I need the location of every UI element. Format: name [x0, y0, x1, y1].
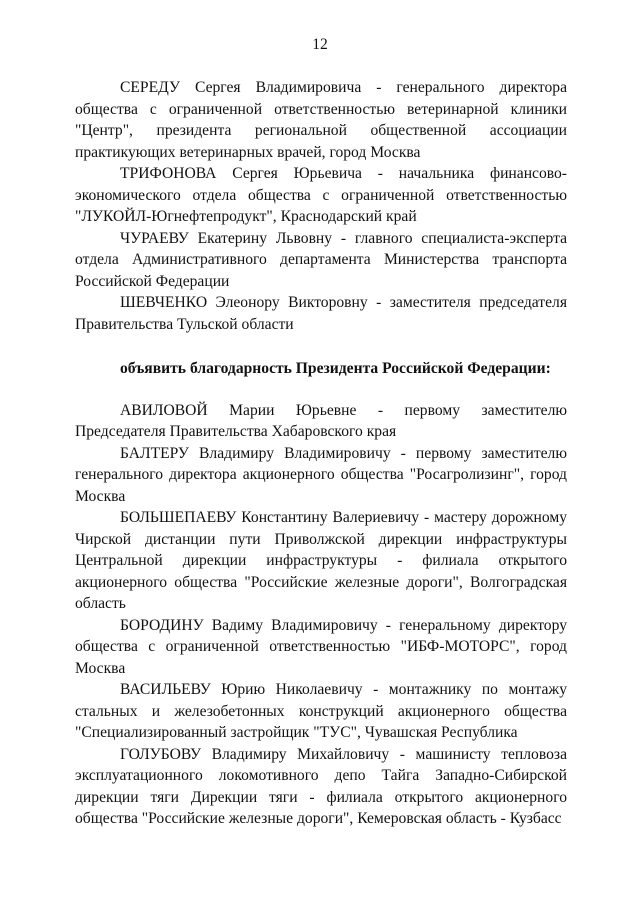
award-entry-sereda: СЕРЕДУ Сергея Владимировича - генерального директора общества с ограниченной ответственностью ветеринарной клиники "Центр", президента региональной общественной ассоциации практикующих ветеринарных врачей, город Москва	[75, 79, 567, 161]
gratitude-entry-avilova: АВИЛОВОЙ Марии Юрьевне - первому заместителю Председателя Правительства Хабаровского края	[75, 401, 567, 440]
gratitude-entry-golubov: ГОЛУБОВУ Владимиру Михайловичу - машинисту тепловоза эксплуатационного локомотивного депо Тайга Западно-Сибирской дирекции тяги Дирекции тяги - филиала открытого акционерного общества "Российские железные дороги", Кемеровская область - Кузбасс	[75, 745, 567, 827]
gratitude-entry-balter: БАЛТЕРУ Владимиру Владимировичу - первому заместителю генерального директора акционерного общества "Росагролизинг", город Москва	[75, 444, 567, 505]
award-entry-shevchenko: ШЕВЧЕНКО Элеонору Викторовну - заместителя председателя Правительства Тульской области	[75, 294, 567, 333]
award-entry-trifonov: ТРИФОНОВА Сергея Юрьевича - начальника финансово-экономического отдела общества с ограниченной ответственностью "ЛУКОЙЛ-Югнефтепродукт", Краснодарский край	[75, 165, 567, 225]
gratitude-entry-vasilyev: ВАСИЛЬЕВУ Юрию Николаевичу - монтажнику по монтажу стальных и железобетонных конструкций акционерного общества "Специализированный застройщик "ТУС", Чувашская Республика	[75, 681, 567, 741]
award-entry-churaeva: ЧУРАЕВУ Екатерину Львовну - главного специалиста-эксперта отдела Административного департамента Министерства транспорта Российской Федерации	[75, 229, 567, 290]
gratitude-entry-borodin: БОРОДИНУ Вадиму Владимировичу - генеральному директору общества с ограниченной ответственностью "ИБФ-МОТОРС", город Москва	[75, 616, 567, 677]
document-body	[75, 77, 567, 830]
page-number: 12	[312, 36, 328, 53]
section-heading: объявить благодарность Президента Российской Федерации:	[120, 360, 551, 377]
gratitude-entry-bolshepaev: БОЛЬШЕПАЕВУ Константину Валериевичу - мастеру дорожному Чирской дистанции пути Приволжской дирекции инфраструктуры Центральной дирекции инфраструктуры - филиала открытого акционерного общества "Российские железные дороги", Волгоградская область	[75, 509, 567, 612]
